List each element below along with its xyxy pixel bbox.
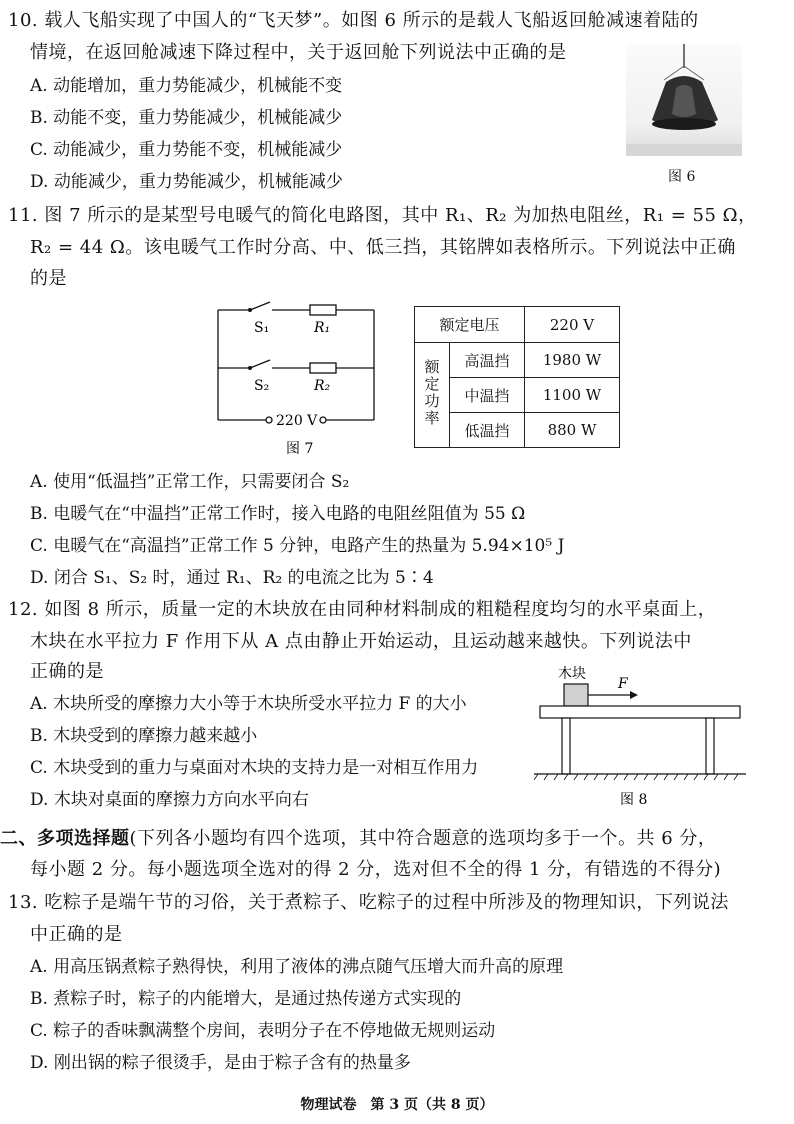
figure-6-caption: 图 6 [668, 169, 696, 185]
q12-option-c: C. 木块受到的重力与桌面对木块的支持力是一对相互作用力 [30, 758, 479, 778]
q11-option-b: B. 电暖气在“中温挡”正常工作时，接入电路的电阻丝阻值为 55 Ω [30, 504, 526, 524]
resistor-r1-label: R₁ [314, 320, 331, 336]
section2-header [0, 826, 716, 852]
power-row-value: 1100 W [525, 378, 620, 413]
q13-stem-line1: 13. 吃粽子是端午节的习俗，关于煮粽子、吃粽子的过程中所涉及的物理知识，下列说法 [8, 892, 729, 913]
figure-7-caption: 图 7 [286, 441, 314, 457]
wooden-block [564, 684, 588, 706]
q12-stem-line3: 正确的是 [30, 661, 104, 682]
rated-power-label-cell [415, 343, 450, 448]
q10-stem-line2: 情境，在返回舱减速下降过程中，关于返回舱下列说法中正确的是 [30, 42, 567, 63]
q10-option-d: D. 动能减少，重力势能减少，机械能减少 [30, 172, 343, 192]
q11-stem-line1: 11. 图 7 所示的是某型号电暖气的简化电路图，其中 R₁、R₂ 为加热电阻丝，R₁ = 55 Ω， [8, 205, 757, 226]
q11-option-a: A. 使用“低温挡”正常工作，只需要闭合 S₂ [30, 472, 350, 492]
q13-option-d: D. 刚出锅的粽子很烫手，是由于粽子含有的热量多 [30, 1053, 411, 1073]
table-top [540, 706, 740, 718]
resistor-r2-label: R₂ [314, 378, 331, 394]
q13-option-b: B. 煮粽子时，粽子的内能增大，是通过热传递方式实现的 [30, 989, 462, 1009]
nameplate-table [414, 306, 620, 448]
power-row-value: 880 W [525, 413, 620, 448]
capsule-photo [626, 44, 742, 156]
q11-option-d: D. 闭合 S₁、S₂ 时，通过 R₁、R₂ 的电流之比为 5∶4 [30, 568, 434, 588]
figure-8-diagram [534, 660, 754, 810]
power-row-label: 低温挡 [450, 413, 525, 448]
q13-stem-line2: 中正确的是 [30, 924, 123, 945]
q13-option-c: C. 粽子的香味飘满整个房间，表明分子在不停地做无规则运动 [30, 1021, 496, 1041]
section2-desc-line2: 每小题 2 分。每小题选项全选对的得 2 分，选对但不全的得 1 分，有错选的不得分) [30, 859, 722, 880]
capsule-image [626, 44, 742, 156]
switch-s1-label: S₁ [254, 320, 270, 336]
q12-option-d: D. 木块对桌面的摩擦力方向水平向右 [30, 790, 309, 810]
circuit-diagram [210, 300, 390, 460]
page-footer: 物理试卷 第 3 页（共 8 页） [300, 1097, 494, 1113]
q13-option-a: A. 用高压锅煮粽子熟得快，利用了液体的沸点随气压增大而升高的原理 [30, 957, 564, 977]
source-voltage-label: 220 V [276, 413, 318, 429]
q12-stem-line2: 木块在水平拉力 F 作用下从 A 点由静止开始运动，且运动越来越快。下列说法中 [30, 631, 692, 652]
figure-8-caption: 图 8 [620, 792, 648, 808]
q10-stem-line1: 10. 载人飞船实现了中国人的“飞天梦”。如图 6 所示的是载人飞船返回舱减速着陆的 [8, 10, 699, 31]
q11-stem-line2: R₂ = 44 Ω。该电暖气工作时分高、中、低三挡，其铭牌如表格所示。下列说法中正确 [30, 237, 736, 258]
q10-option-a: A. 动能增加，重力势能减少，机械能不变 [30, 76, 343, 96]
block-label: 木块 [558, 666, 586, 682]
power-row-value: 1980 W [525, 343, 620, 378]
q12-stem-line1: 12. 如图 8 所示，质量一定的木块放在由同种材料制成的粗糙程度均匀的水平桌面上， [8, 599, 717, 620]
q10-option-b: B. 动能不变，重力势能减少，机械能减少 [30, 108, 343, 128]
q11-stem-line3: 的是 [30, 268, 67, 289]
switch-s2-label: S₂ [254, 378, 270, 394]
q10-option-c: C. 动能减少，重力势能不变，机械能减少 [30, 140, 343, 160]
power-row-label: 高温挡 [450, 343, 525, 378]
section2-title: 二、多项选择题 [0, 828, 130, 849]
rated-power-label: 额定功率 [422, 359, 441, 427]
q12-option-b: B. 木块受到的摩擦力越来越小 [30, 726, 258, 746]
section2-desc-line1: (下列各小题均有四个选项，其中符合题意的选项均多于一个。共 6 分， [129, 828, 717, 849]
q11-option-c: C. 电暖气在“高温挡”正常工作 5 分钟，电路产生的热量为 5.94×10⁵ J [30, 536, 565, 556]
q12-option-a: A. 木块所受的摩擦力大小等于木块所受水平拉力 F 的大小 [30, 694, 467, 714]
rated-voltage-value: 220 V [525, 307, 620, 343]
power-row-label: 中温挡 [450, 378, 525, 413]
rated-voltage-label: 额定电压 [415, 307, 525, 343]
force-f-label: F [618, 676, 628, 692]
